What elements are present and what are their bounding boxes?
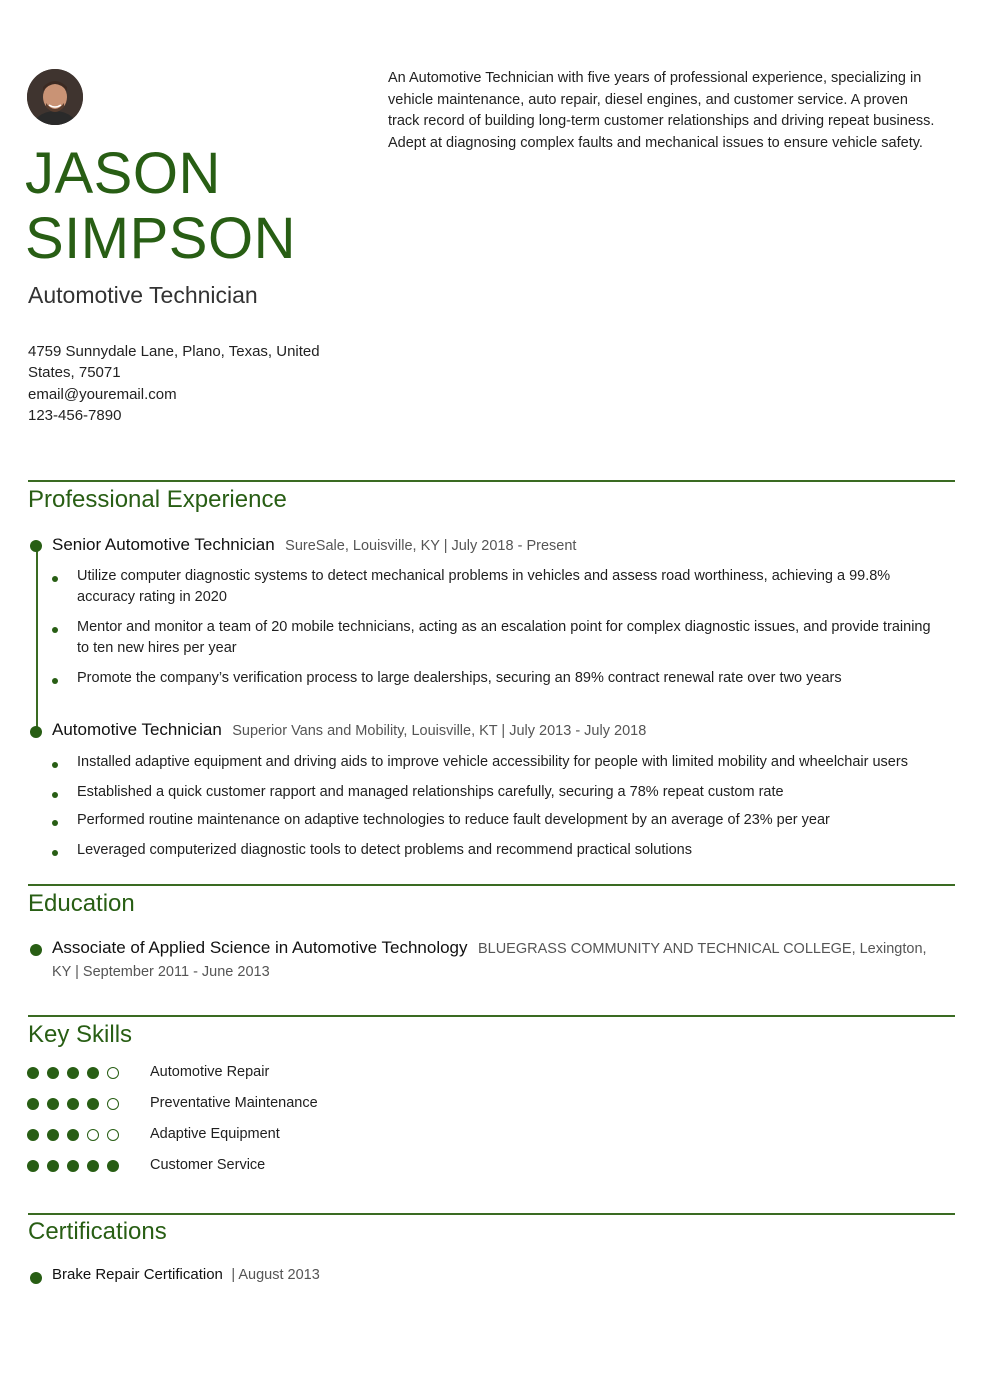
address-line-1: 4759 Sunnydale Lane, Plano, Texas, United bbox=[28, 343, 320, 360]
skill-rating-dot bbox=[87, 1067, 99, 1079]
bullet-line: Leveraged computerized diagnostic tools to detect problems and recommend practical solutions bbox=[77, 842, 692, 858]
summary bbox=[388, 68, 963, 154]
skill-rating-dot bbox=[47, 1129, 59, 1141]
certification-date: | August 2013 bbox=[231, 1267, 320, 1283]
name-first: JASON bbox=[25, 141, 221, 206]
email[interactable]: email@youremail.com bbox=[28, 386, 177, 403]
skill-rating-dot bbox=[47, 1067, 59, 1079]
skill-rating-dot bbox=[87, 1098, 99, 1110]
timeline-dot bbox=[30, 944, 42, 956]
degree-title: Associate of Applied Science in Automotive Technology bbox=[52, 938, 468, 957]
job-bullet bbox=[77, 810, 957, 831]
section-title-experience: Professional Experience bbox=[28, 486, 287, 513]
skill-rating-dot bbox=[107, 1098, 119, 1110]
bullet-dot bbox=[52, 762, 58, 768]
bullet-dot bbox=[52, 820, 58, 826]
job-title: Senior Automotive Technician bbox=[52, 535, 275, 554]
skill-rating-dot bbox=[27, 1098, 39, 1110]
bullet-line: Promote the company’s verification process to large dealerships, securing an 89% contract renewal rate over two years bbox=[77, 670, 842, 686]
skill-rating-dot bbox=[107, 1067, 119, 1079]
skill-rating-dot bbox=[67, 1067, 79, 1079]
bullet-dot bbox=[52, 850, 58, 856]
timeline-dot bbox=[30, 726, 42, 738]
job-title: Automotive Technician bbox=[28, 282, 258, 308]
section-title-certifications: Certifications bbox=[28, 1218, 167, 1245]
section-divider bbox=[28, 1015, 955, 1017]
profile-photo bbox=[27, 69, 83, 125]
job-header bbox=[52, 535, 576, 555]
bullet-line: Performed routine maintenance on adaptive technologies to reduce fault development by an average of 23% per year bbox=[77, 812, 830, 828]
section-divider bbox=[28, 884, 955, 886]
section-divider bbox=[28, 1213, 955, 1215]
school-meta: BLUEGRASS COMMUNITY AND TECHNICAL COLLEGE, Lexington, bbox=[477, 941, 927, 957]
skill-rating-dot bbox=[27, 1067, 39, 1079]
skill-rating-dot bbox=[47, 1160, 59, 1172]
address-line-2: States, 75071 bbox=[28, 364, 121, 381]
job-header bbox=[52, 720, 646, 740]
job-meta: SureSale, Louisville, KY | July 2018 - Present bbox=[285, 538, 577, 554]
bullet-line: accuracy rating in 2020 bbox=[77, 589, 227, 605]
bullet-line: Installed adaptive equipment and driving aids to improve vehicle accessibility for people with limited mobility and wheelchair users bbox=[77, 754, 908, 770]
section-title-education: Education bbox=[28, 890, 135, 917]
skill-label: Adaptive Equipment bbox=[150, 1126, 280, 1142]
job-bullet bbox=[77, 566, 957, 608]
job-title: Automotive Technician bbox=[52, 720, 222, 739]
job-meta: Superior Vans and Mobility, Louisville, KT | July 2013 - July 2018 bbox=[232, 723, 647, 739]
skill-rating-dot bbox=[107, 1129, 119, 1141]
certification-name: Brake Repair Certification bbox=[52, 1266, 223, 1283]
job-bullet bbox=[77, 668, 957, 689]
bullet-dot bbox=[52, 792, 58, 798]
education-entry bbox=[52, 938, 927, 958]
timeline-dot bbox=[30, 540, 42, 552]
school-meta-line-2: KY | September 2011 - June 2013 bbox=[52, 964, 270, 980]
bullet-line: Mentor and monitor a team of 20 mobile technicians, acting as an escalation point for complex diagnostic issues, and provide training bbox=[77, 619, 931, 635]
bullet-dot bbox=[52, 678, 58, 684]
section-title-skills: Key Skills bbox=[28, 1021, 133, 1048]
bullet-dot bbox=[52, 576, 58, 582]
skill-rating-dot bbox=[107, 1160, 119, 1172]
summary-line: vehicle maintenance, auto repair, diesel engines, and customer service. A proven bbox=[388, 91, 908, 108]
bullet-line: to ten new hires per year bbox=[77, 640, 237, 656]
section-divider bbox=[28, 480, 955, 482]
job-bullet bbox=[77, 617, 957, 659]
skill-rating-dot bbox=[67, 1098, 79, 1110]
bullet-dot bbox=[52, 627, 58, 633]
skill-label: Customer Service bbox=[150, 1157, 266, 1173]
summary-line: Adept at diagnosing complex faults and mechanical issues to ensure vehicle safety. bbox=[388, 134, 923, 151]
name-last: SIMPSON bbox=[25, 206, 296, 271]
job-bullet bbox=[77, 752, 957, 773]
bullet-line: Established a quick customer rapport and managed relationships carefully, securing a 78% repeat custom rate bbox=[77, 784, 784, 800]
summary-line: An Automotive Technician with five years of professional experience, specializing in bbox=[388, 70, 922, 86]
skill-rating-dot bbox=[27, 1129, 39, 1141]
job-bullet bbox=[77, 782, 957, 803]
skill-rating-dot bbox=[87, 1160, 99, 1172]
job-bullet bbox=[77, 840, 957, 861]
skill-rating-dot bbox=[67, 1129, 79, 1141]
summary-line: track record of building long-term customer relationships and driving repeat business. bbox=[388, 113, 935, 129]
skill-rating-dot bbox=[47, 1098, 59, 1110]
bullet-line: Utilize computer diagnostic systems to detect mechanical problems in vehicles and assess road worthiness, achieving a 99.8% bbox=[77, 568, 891, 584]
timeline-dot bbox=[30, 1272, 42, 1284]
skill-label: Preventative Maintenance bbox=[150, 1095, 318, 1111]
phone: 123-456-7890 bbox=[28, 407, 122, 424]
skill-label: Automotive Repair bbox=[150, 1064, 270, 1080]
skill-rating-dot bbox=[67, 1160, 79, 1172]
skill-rating-dot bbox=[27, 1160, 39, 1172]
certification-entry bbox=[52, 1266, 320, 1284]
skill-rating-dot bbox=[87, 1129, 99, 1141]
timeline-line bbox=[36, 546, 38, 732]
avatar-icon bbox=[27, 69, 83, 125]
